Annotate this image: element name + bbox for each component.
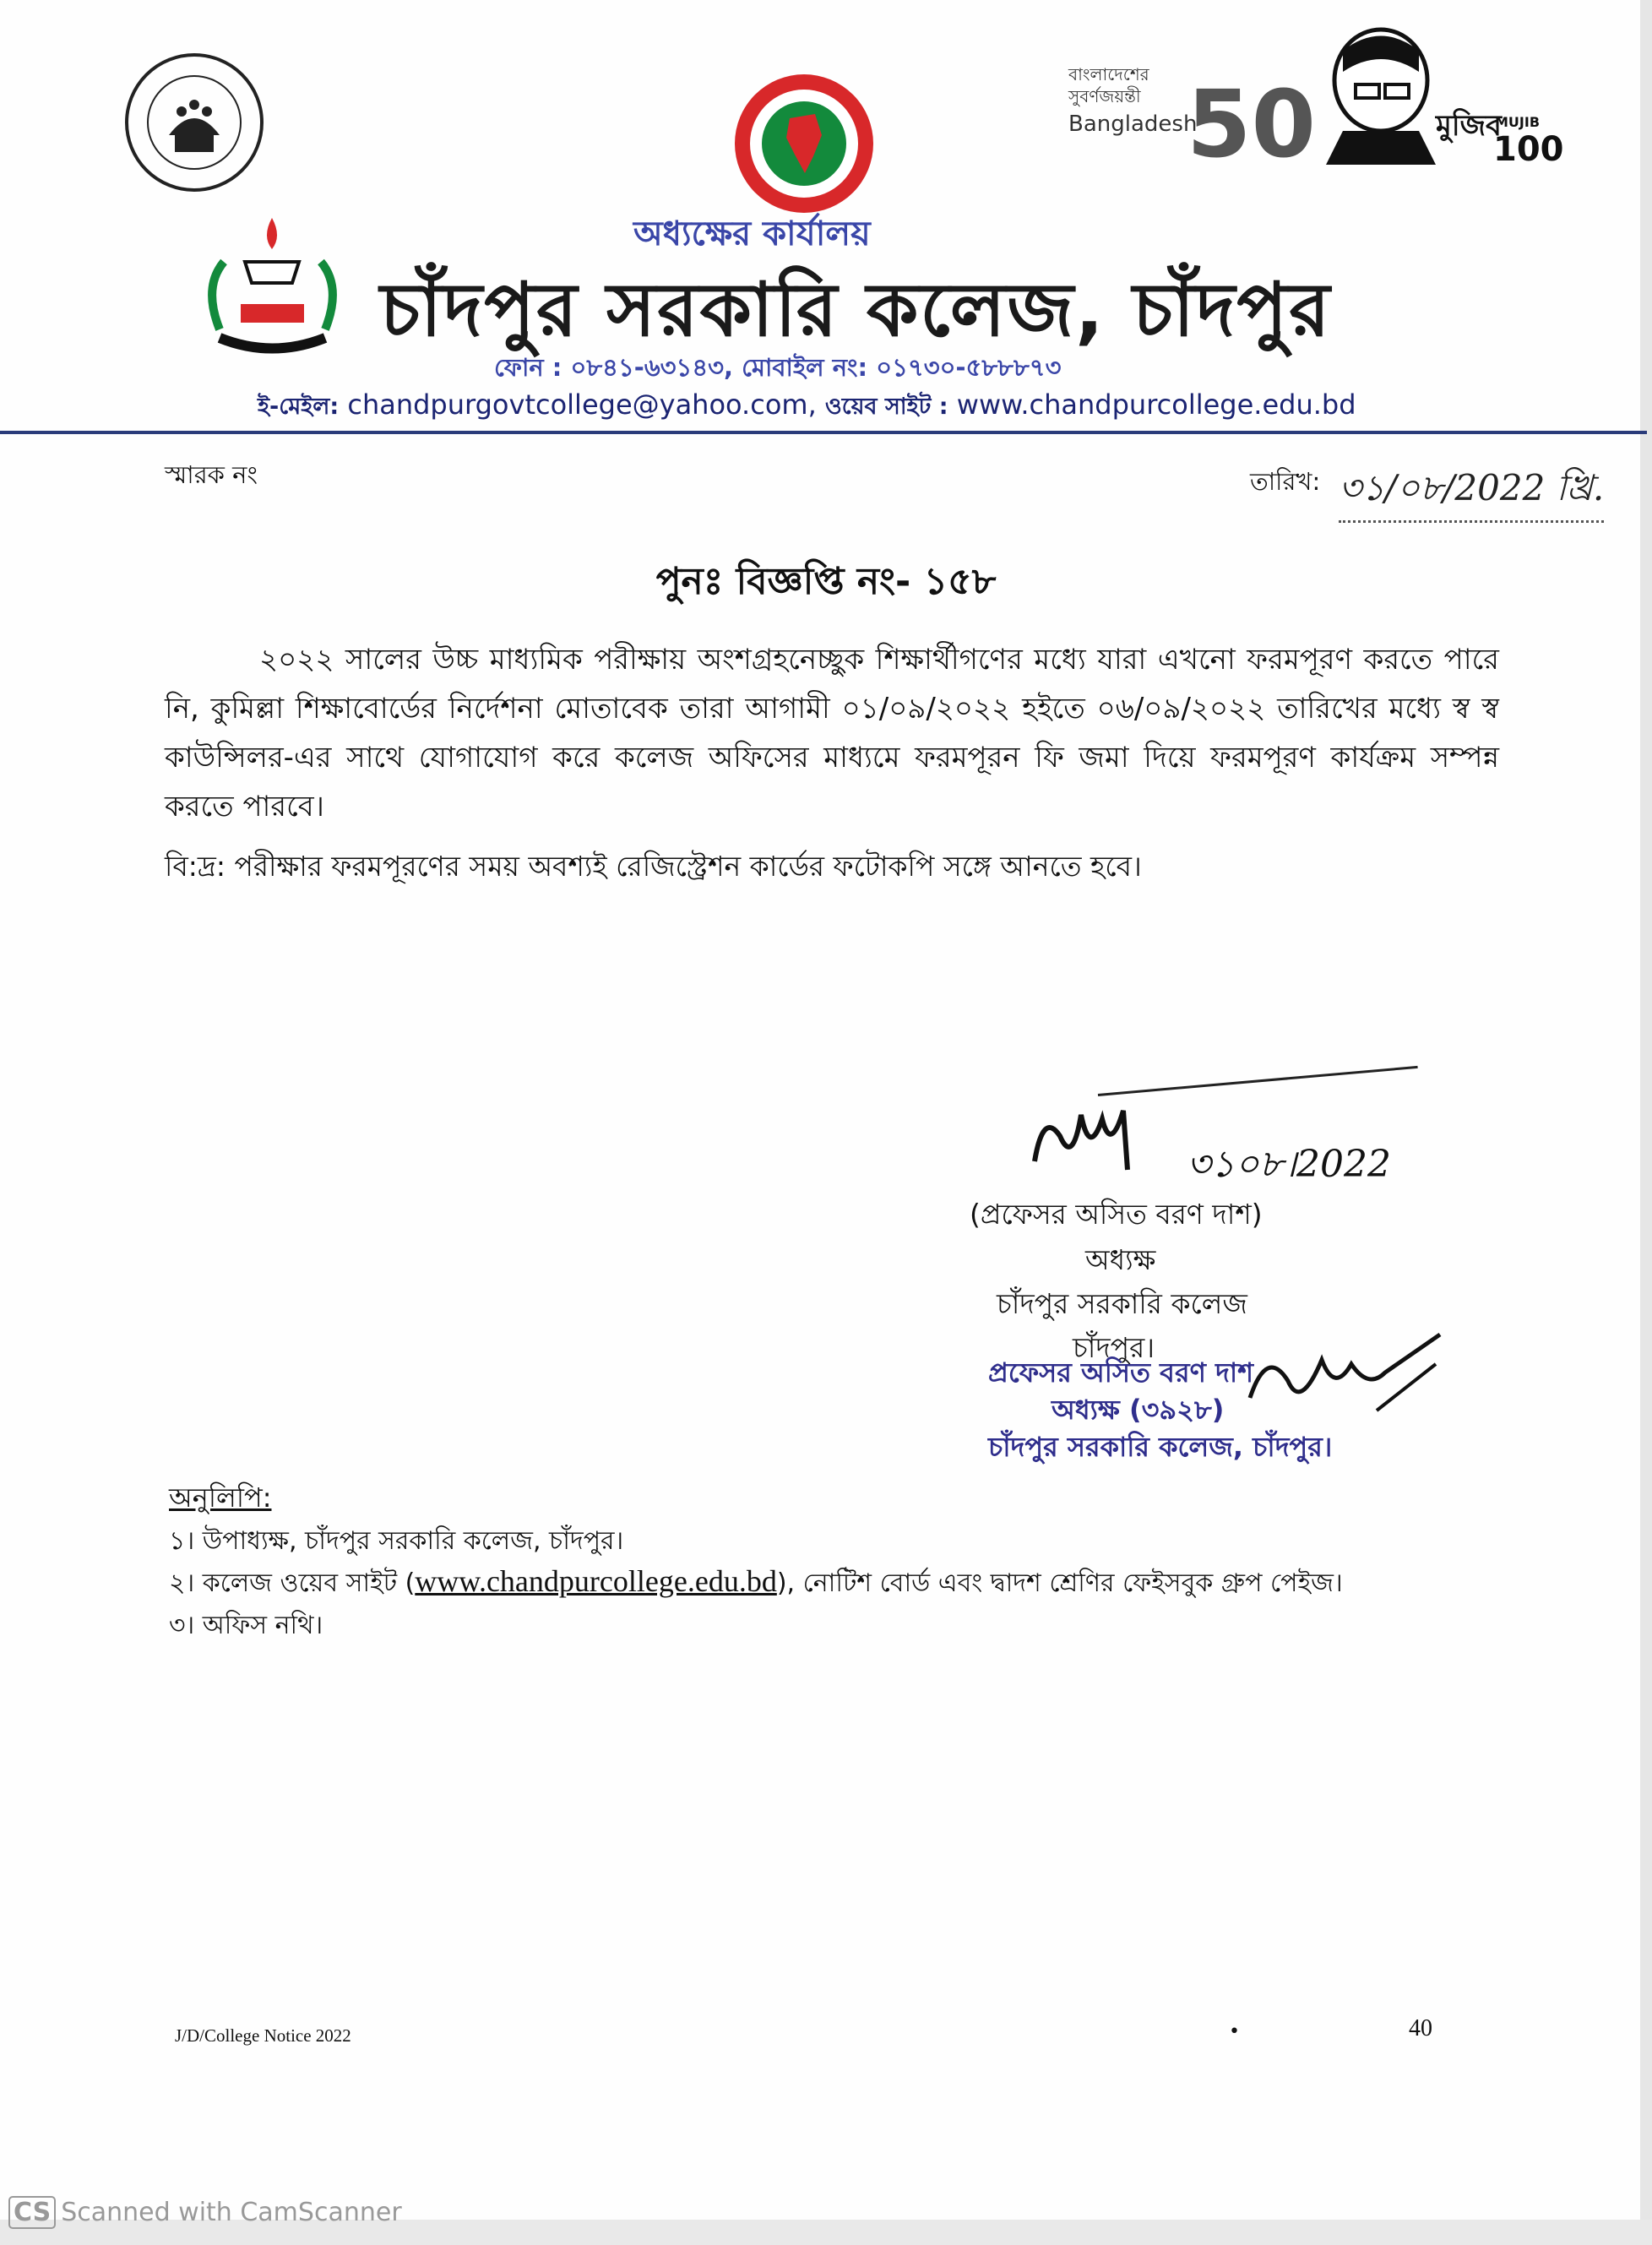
college-website-link[interactable]: www.chandpurcollege.edu.bd <box>415 1564 777 1598</box>
college-emblem <box>194 211 351 363</box>
signature-scrawl <box>1026 1102 1144 1178</box>
svg-text:মুজিব: মুজিব <box>1436 109 1502 143</box>
phone-line: ফোন : ০৮৪১-৬৩১৪৩, মোবাইল নং: ০১৭৩০-৫৮৮৮৭৩ <box>494 353 1062 382</box>
svg-text:100: 100 <box>1493 130 1564 169</box>
copy-item-2-suffix: ), নোটিশ বোর্ড এবং দ্বাদশ শ্রেণির ফেইসবুক গ্রুপ পেইজ। <box>776 1568 1343 1598</box>
signatory-college: চাঁদপুর সরকারি কলেজ <box>997 1287 1247 1320</box>
email-label: ই-মেইল: <box>258 394 340 420</box>
signatory-name: (প্রফেসর অসিত বরণ দাশ) <box>970 1198 1263 1231</box>
header-divider <box>0 431 1647 434</box>
scanner-text: Scanned with CamScanner <box>61 2198 402 2227</box>
copy-item-3: ৩। অফিস নথি। <box>169 1611 323 1640</box>
govt-bangladesh-seal <box>731 72 878 215</box>
stamp-college: চাঁদপুর সরকারি কলেজ, চাঁদপুর। <box>988 1431 1333 1463</box>
copies-label: অনুলিপি: <box>169 1481 272 1514</box>
contact-line <box>258 389 1356 427</box>
camscanner-icon: CS <box>8 2196 56 2229</box>
svg-text:সুবর্ণজয়ন্তী: সুবর্ণজয়ন্তী <box>1068 86 1141 106</box>
bangladesh-50-logo <box>1068 55 1317 178</box>
stamp-signature-scrawl <box>1242 1330 1444 1423</box>
svg-text:MUJIB: MUJIB <box>1495 114 1541 130</box>
bangabandhu-corner-logo <box>122 51 266 194</box>
signatory-title: অধ্যক্ষ <box>1085 1243 1156 1276</box>
mujib-100-logo <box>1309 25 1564 169</box>
college-name: চাঁদপুর সরকারি কলেজ, চাঁদপুর <box>380 266 1332 353</box>
footer-dot: • <box>1229 2021 1240 2042</box>
copy-item-1: ১। উপাধ্যক্ষ, চাঁদপুর সরকারি কলেজ, চাঁদপুর। <box>169 1526 624 1556</box>
signature-date: ৩১০৮।2022 <box>1187 1143 1392 1186</box>
svg-text:50: 50 <box>1187 70 1317 178</box>
page-number: 40 <box>1409 2015 1432 2041</box>
copy-item-2 <box>169 1563 1343 1606</box>
date-value: ৩১/০৮/2022 খ্রি. <box>1339 460 1604 523</box>
stamp-title: অধ্যক্ষ (৩৯২৮) <box>1052 1394 1225 1426</box>
svg-text:বাংলাদেশের: বাংলাদেশের <box>1068 64 1149 84</box>
notice-heading: পুনঃ বিজ্ঞপ্তি নং- ১৫৮ <box>655 560 997 603</box>
website-label: ওয়েব সাইট : <box>824 394 948 420</box>
footer-reference: J/D/College Notice 2022 <box>175 2025 351 2046</box>
date-label: তারিখ: <box>1250 467 1321 496</box>
office-title: অধ্যক্ষের কার্যালয় <box>633 215 871 253</box>
memo-label: স্মারক নং <box>165 460 258 489</box>
notice-body: ২০২২ সালের উচ্চ মাধ্যমিক পরীক্ষায় অংশগ্রহনেচ্ছুক শিক্ষার্থীগণের মধ্যে যারা এখনো ফরমপূরণ করতে পারে নি, কুমিল্লা শিক্ষাবোর্ডের নির্দেশনা মোতাবেক তারা আগামী ০১/০৯/২০২২ হইতে ০৬/০৯/২০২২ তারিখের মধ্যে স্ব স্ব কাউন্সিলর-এর সাথে যোগাযোগ করে কলেজ অফিসের মাধ্যমে ফরমপূরন ফি জমা দিয়ে ফরমপূরণ কার্যক্রম সম্পন্ন করতে পারবে। <box>165 643 1499 824</box>
website-address: www.chandpurcollege.edu.bd <box>956 389 1356 421</box>
signatory-town: চাঁদপুর। <box>1073 1331 1155 1364</box>
copy-item-2-prefix: ২। কলেজ ওয়েব সাইট ( <box>169 1568 416 1598</box>
signature-stroke <box>1098 1066 1418 1096</box>
notice-note: বি:দ্র: পরীক্ষার ফরমপূরণের সময় অবশ্যই রেজিস্ট্রেশন কার্ডের ফটোকপি সঙ্গে আনতে হবে। <box>165 850 1142 883</box>
email-address: chandpurgovtcollege@yahoo.com, <box>347 389 817 421</box>
stamp-name: প্রফেসর অসিত বরণ দাশ <box>988 1356 1254 1389</box>
scan-edge-right <box>1640 0 1652 2245</box>
svg-text:Bangladesh: Bangladesh <box>1068 111 1198 137</box>
scanner-watermark <box>8 2196 402 2229</box>
